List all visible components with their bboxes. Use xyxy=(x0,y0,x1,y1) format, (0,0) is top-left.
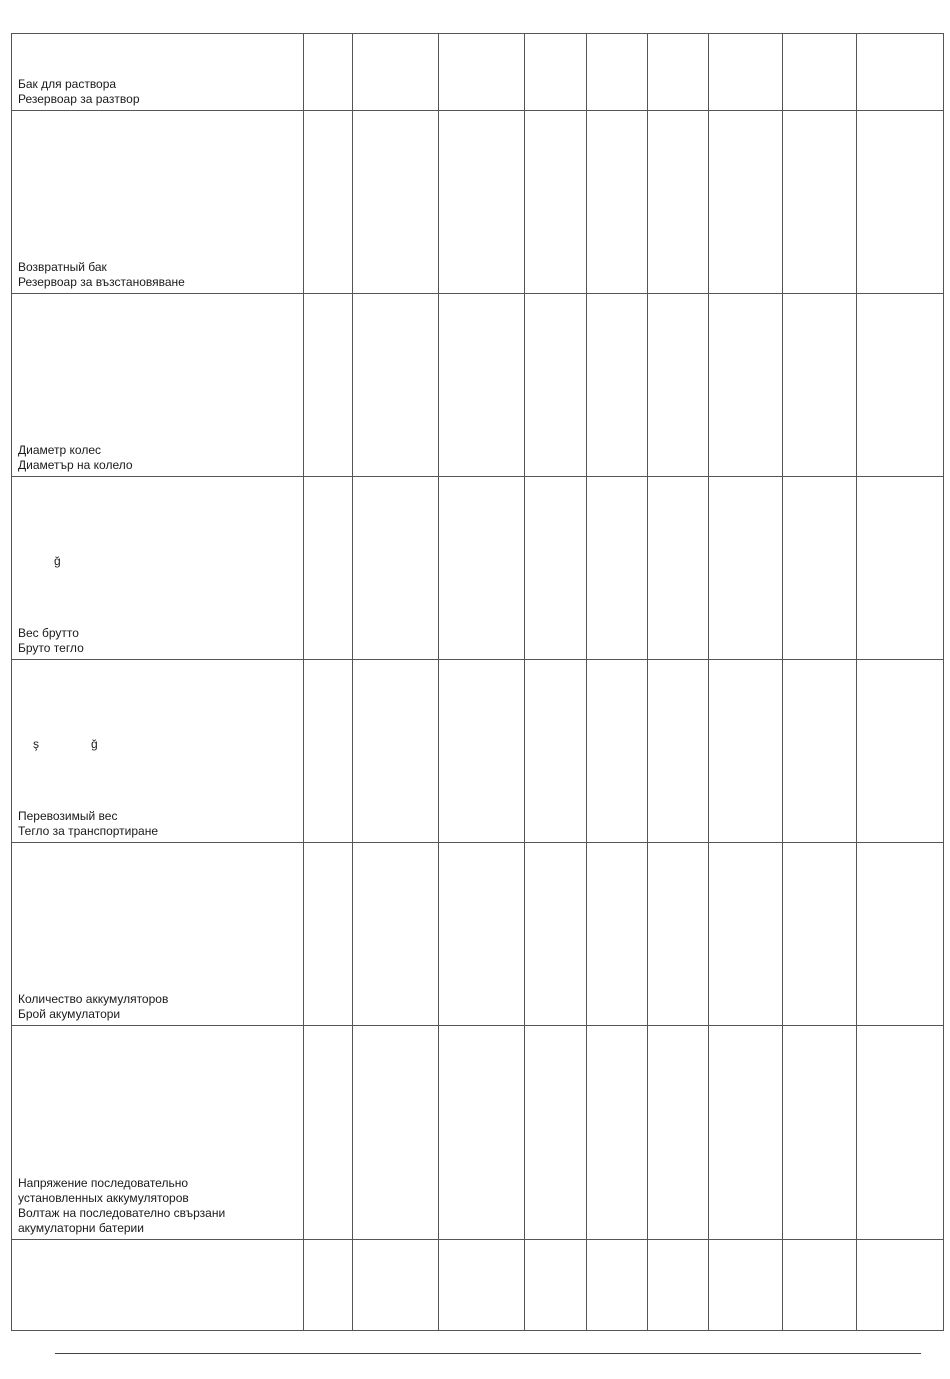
value-cell xyxy=(783,1026,857,1240)
label-bg: Резервоар за възстановяване xyxy=(18,275,185,289)
value-cell xyxy=(353,660,439,843)
label-ru: Диаметр колес xyxy=(18,443,102,457)
row-label xyxy=(12,294,304,477)
value-cell xyxy=(857,1240,944,1331)
value-cell xyxy=(439,660,525,843)
row-label xyxy=(12,1240,304,1331)
value-cell xyxy=(304,111,353,294)
label-ru: Возвратный бак xyxy=(18,260,107,274)
table-row xyxy=(12,1026,944,1240)
value-cell xyxy=(857,1026,944,1240)
value-cell xyxy=(353,1240,439,1331)
value-cell xyxy=(304,34,353,111)
value-cell xyxy=(709,294,783,477)
label-bg: Бруто тегло xyxy=(18,641,84,655)
value-cell xyxy=(525,1240,587,1331)
value-cell xyxy=(587,660,648,843)
value-cell xyxy=(439,294,525,477)
value-cell xyxy=(783,294,857,477)
value-cell xyxy=(587,1240,648,1331)
value-cell xyxy=(587,111,648,294)
value-cell xyxy=(648,294,709,477)
value-cell xyxy=(783,660,857,843)
value-cell xyxy=(439,34,525,111)
value-cell xyxy=(648,843,709,1026)
value-cell xyxy=(587,843,648,1026)
table-row xyxy=(12,477,944,660)
value-cell xyxy=(353,34,439,111)
value-cell xyxy=(439,1026,525,1240)
label-bg-line: Волтаж на последователно свързани xyxy=(18,1206,226,1220)
symbol-glyph: ğ xyxy=(91,737,98,751)
label-ru: Количество аккумуляторов xyxy=(18,992,169,1006)
table-row xyxy=(12,34,944,111)
symbol-glyph: ş xyxy=(33,737,39,751)
value-cell xyxy=(857,660,944,843)
label-bg: Резервоар за разтвор xyxy=(18,92,140,106)
row-label xyxy=(12,477,304,660)
table-row xyxy=(12,111,944,294)
value-cell xyxy=(648,477,709,660)
value-cell xyxy=(587,294,648,477)
row-label xyxy=(12,843,304,1026)
spec-table-container xyxy=(11,33,943,1332)
value-cell xyxy=(353,111,439,294)
value-cell xyxy=(353,843,439,1026)
value-cell xyxy=(525,34,587,111)
table-row xyxy=(12,843,944,1026)
value-cell xyxy=(439,843,525,1026)
label-ru: Бак для раствора xyxy=(18,77,117,91)
row-label xyxy=(12,660,304,843)
table-row xyxy=(12,1240,944,1331)
value-cell xyxy=(783,843,857,1026)
value-cell xyxy=(439,1240,525,1331)
label-ru: Вес брутто xyxy=(18,626,79,640)
value-cell xyxy=(783,1240,857,1331)
value-cell xyxy=(304,477,353,660)
value-cell xyxy=(353,477,439,660)
value-cell xyxy=(304,294,353,477)
value-cell xyxy=(709,843,783,1026)
value-cell xyxy=(648,660,709,843)
value-cell xyxy=(525,843,587,1026)
value-cell xyxy=(783,477,857,660)
value-cell xyxy=(587,1026,648,1240)
row-label xyxy=(12,111,304,294)
value-cell xyxy=(525,111,587,294)
value-cell xyxy=(648,1026,709,1240)
value-cell xyxy=(587,34,648,111)
value-cell xyxy=(648,34,709,111)
row-label xyxy=(12,1026,304,1240)
value-cell xyxy=(304,843,353,1026)
value-cell xyxy=(304,660,353,843)
value-cell xyxy=(709,1240,783,1331)
value-cell xyxy=(525,477,587,660)
value-cell xyxy=(709,477,783,660)
table-row xyxy=(12,660,944,843)
label-bg: Тегло за транспортиране xyxy=(18,824,158,838)
value-cell xyxy=(525,1026,587,1240)
value-cell xyxy=(857,111,944,294)
value-cell xyxy=(439,477,525,660)
value-cell xyxy=(857,34,944,111)
value-cell xyxy=(857,294,944,477)
value-cell xyxy=(648,1240,709,1331)
value-cell xyxy=(353,294,439,477)
symbol-glyph: ğ xyxy=(54,554,61,568)
table-row xyxy=(12,294,944,477)
value-cell xyxy=(648,111,709,294)
value-cell xyxy=(783,111,857,294)
value-cell xyxy=(709,111,783,294)
value-cell xyxy=(709,1026,783,1240)
value-cell xyxy=(857,843,944,1026)
value-cell xyxy=(525,660,587,843)
value-cell xyxy=(783,34,857,111)
value-cell xyxy=(353,1026,439,1240)
value-cell xyxy=(304,1026,353,1240)
value-cell xyxy=(525,294,587,477)
label-bg-line: акумулаторни батерии xyxy=(18,1221,144,1235)
value-cell xyxy=(587,477,648,660)
label-bg: Брой акумулатори xyxy=(18,1007,121,1021)
label-ru: Перевозимый вес xyxy=(18,809,118,823)
value-cell xyxy=(709,34,783,111)
value-cell xyxy=(304,1240,353,1331)
value-cell xyxy=(709,660,783,843)
row-label xyxy=(12,34,304,111)
value-cell xyxy=(439,111,525,294)
label-bg: Диаметър на колело xyxy=(18,458,133,472)
footer-divider xyxy=(55,1353,921,1354)
value-cell xyxy=(857,477,944,660)
label-ru-line: установленных аккумуляторов xyxy=(18,1191,189,1205)
spec-table xyxy=(11,33,944,1331)
label-ru-line: Напряжение последовательно xyxy=(18,1176,189,1190)
